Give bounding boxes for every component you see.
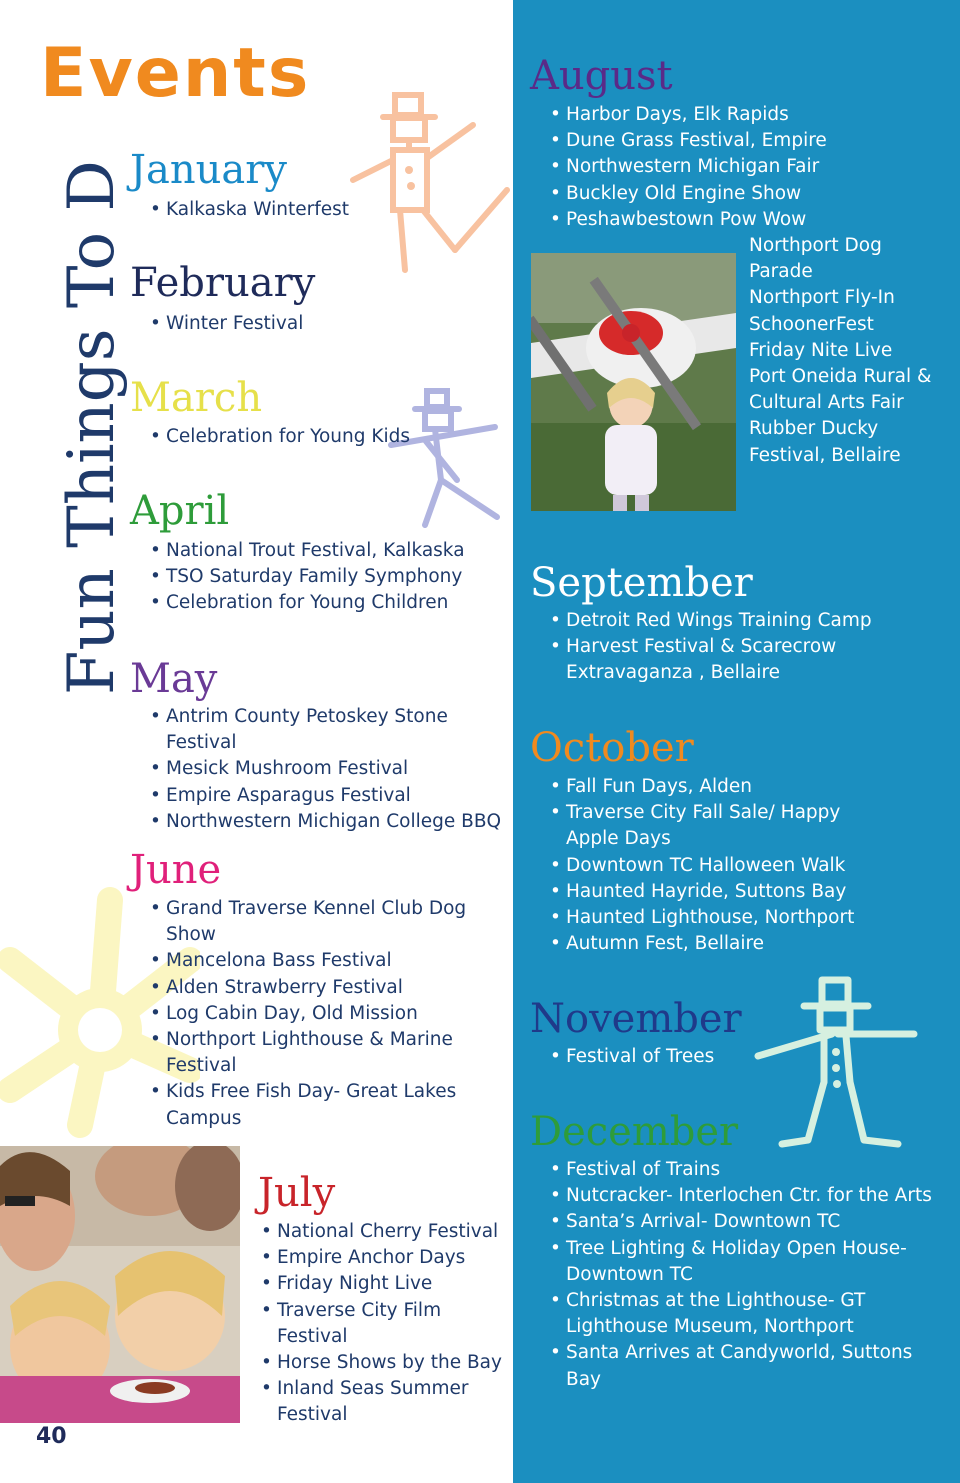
- month-heading-july: July: [258, 1170, 336, 1216]
- vertical-title-text: Fun Things To Do: [55, 160, 129, 695]
- april-list: [150, 538, 510, 617]
- list-item: • Fall Fun Days, Alden: [550, 774, 870, 800]
- month-heading-december: December: [530, 1109, 739, 1155]
- list-item: • National Trout Festival, Kalkaska: [150, 538, 510, 564]
- list-item: • Detroit Red Wings Training Camp: [550, 608, 880, 634]
- list-item: • Antrim County Petoskey Stone Festival: [150, 704, 510, 756]
- november-list: [550, 1044, 750, 1070]
- list-item: • Celebration for Young Children: [150, 590, 510, 616]
- list-item: • Santa’s Arrival- Downtown TC: [550, 1209, 950, 1235]
- list-item: • Christmas at the Lighthouse- GT Lighthouse Museum, Northport: [550, 1288, 950, 1340]
- list-item: • Kids Free Fish Day- Great Lakes Campus: [150, 1079, 470, 1131]
- list-item: • Downtown TC Halloween Walk: [550, 853, 870, 879]
- february-list: [150, 311, 510, 337]
- list-item: • Grand Traverse Kennel Club Dog Show: [150, 896, 470, 948]
- month-heading-february: February: [130, 260, 316, 306]
- september-list: [550, 608, 880, 687]
- girl-airplane-photo: [531, 253, 736, 511]
- january-list: [150, 197, 510, 223]
- august-side-list: [749, 233, 949, 469]
- list-item: • Festival of Trees: [550, 1044, 750, 1070]
- december-list: [550, 1157, 950, 1393]
- may-list: [150, 704, 510, 835]
- list-item: • Haunted Lighthouse, Northport: [550, 905, 870, 931]
- list-item: • Haunted Hayride, Suttons Bay: [550, 879, 870, 905]
- list-item: SchoonerFest: [749, 313, 874, 335]
- august-list: [550, 102, 950, 233]
- list-item: • National Cherry Festival: [261, 1219, 506, 1245]
- march-list: [150, 424, 510, 450]
- list-item: • Santa Arrives at Candyworld, Suttons Bay: [550, 1340, 950, 1392]
- page-number: 40: [36, 1424, 67, 1449]
- june-list: [150, 896, 470, 1132]
- october-list: [550, 774, 870, 957]
- lavender-stick-figure-icon: [385, 385, 505, 535]
- list-item: • Peshawbestown Pow Wow: [550, 207, 950, 233]
- list-item: • TSO Saturday Family Symphony: [150, 564, 510, 590]
- list-item: • Horse Shows by the Bay: [261, 1350, 506, 1376]
- list-item: Rubber Ducky Festival, Bellaire: [749, 418, 901, 466]
- list-item: • Tree Lighting & Holiday Open House- Downtown TC: [550, 1236, 950, 1288]
- month-heading-may: May: [130, 656, 218, 702]
- list-item: • Mesick Mushroom Festival: [150, 756, 510, 782]
- list-item: • Autumn Fest, Bellaire: [550, 931, 870, 957]
- month-heading-october: October: [530, 725, 694, 771]
- month-heading-november: November: [530, 996, 742, 1042]
- list-item: • Buckley Old Engine Show: [550, 181, 950, 207]
- list-item: • Festival of Trains: [550, 1157, 950, 1183]
- list-item: • Winter Festival: [150, 311, 510, 337]
- list-item: • Nutcracker- Interlochen Ctr. for the Arts: [550, 1183, 950, 1209]
- list-item: • Northwestern Michigan Fair: [550, 154, 950, 180]
- list-item: • Celebration for Young Kids: [150, 424, 510, 450]
- list-item: • Harbor Days, Elk Rapids: [550, 102, 950, 128]
- month-heading-april: April: [130, 488, 230, 534]
- children-eating-photo: [0, 1146, 240, 1423]
- list-item: • Dune Grass Festival, Empire: [550, 128, 950, 154]
- list-item: • Empire Anchor Days: [261, 1245, 506, 1271]
- list-item: • Kalkaska Winterfest: [150, 197, 510, 223]
- list-item: • Mancelona Bass Festival: [150, 948, 470, 974]
- july-list: [261, 1219, 506, 1429]
- month-heading-august: August: [530, 53, 673, 99]
- list-item: • Alden Strawberry Festival: [150, 975, 470, 1001]
- list-item: Port Oneida Rural & Cultural Arts Fair: [749, 366, 932, 414]
- list-item: • Northport Lighthouse & Marine Festival: [150, 1027, 470, 1079]
- white-stick-figure-icon: [752, 972, 922, 1157]
- list-item: • Northwestern Michigan College BBQ: [150, 809, 510, 835]
- list-item: Friday Nite Live: [749, 339, 893, 361]
- list-item: Northport Fly-In: [749, 287, 895, 309]
- list-item: • Friday Night Live: [261, 1271, 506, 1297]
- month-heading-january: January: [130, 147, 287, 193]
- list-item: • Traverse City Fall Sale/ Happy Apple Days: [550, 800, 870, 852]
- list-item: Northport Dog Parade: [749, 235, 882, 283]
- vertical-title: [8, 160, 158, 700]
- events-title: Events: [40, 34, 311, 113]
- list-item: • Empire Asparagus Festival: [150, 783, 510, 809]
- month-heading-september: September: [530, 560, 753, 606]
- list-item: • Inland Seas Summer Festival: [261, 1376, 506, 1428]
- list-item: • Log Cabin Day, Old Mission: [150, 1001, 470, 1027]
- month-heading-march: March: [130, 375, 263, 421]
- month-heading-june: June: [130, 847, 222, 893]
- list-item: • Traverse City Film Festival: [261, 1298, 506, 1350]
- list-item: • Harvest Festival & Scarecrow Extravaganza , Bellaire: [550, 634, 880, 686]
- orange-stick-figure-icon: [345, 90, 515, 280]
